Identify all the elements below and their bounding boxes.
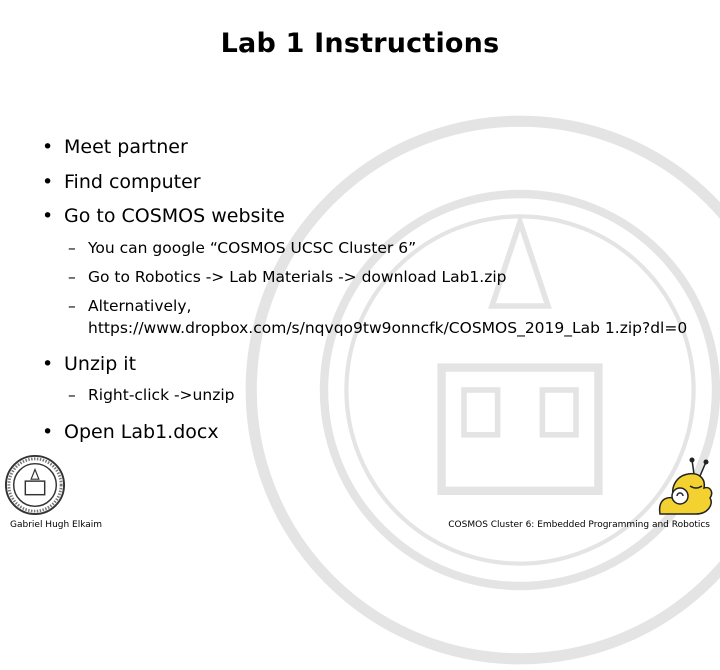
sub-bullet-list: [42, 384, 692, 407]
bullet-marker: •: [42, 421, 54, 443]
sub-bullet-text: Go to Robotics -> Lab Materials -> download Lab1.zip: [88, 267, 507, 286]
sub-bullet-marker: –: [68, 386, 76, 404]
bullet-marker: •: [42, 136, 54, 158]
bullet-text: Open Lab1.docx: [64, 421, 219, 443]
bullet-marker: •: [42, 352, 54, 375]
sub-bullet-item: [42, 266, 692, 289]
sub-bullet-text: Right-click ->unzip: [88, 386, 235, 404]
bullet-list: [42, 130, 692, 450]
bullet-text: Go to COSMOS website: [64, 205, 285, 227]
bullet-item: [42, 130, 692, 165]
sub-bullet-marker: –: [68, 267, 76, 286]
sub-bullet-marker: –: [68, 238, 76, 257]
bullet-text: Unzip it: [64, 352, 137, 375]
sub-bullet-item: [42, 295, 692, 339]
bullet-item: [42, 199, 692, 234]
sub-bullet-item: [42, 384, 692, 407]
bullet-text: Find computer: [64, 170, 201, 193]
bullet-item: [42, 347, 692, 382]
bullet-item: [42, 165, 692, 200]
sub-bullet-marker: –: [68, 296, 76, 315]
sub-bullet-text: Alternatively, https://www.dropbox.com/s/nqvqo9tw9onncfk/COSMOS_2019_Lab 1.zip?dl=0: [88, 296, 688, 337]
bullet-marker: •: [42, 205, 54, 227]
sub-bullet-text: You can google “COSMOS UCSC Cluster 6”: [88, 238, 417, 257]
bullet-marker: •: [42, 170, 54, 193]
sub-bullet-item: [42, 237, 692, 260]
footer-author: Gabriel Hugh Elkaim: [10, 520, 103, 530]
bullet-item: [42, 415, 692, 450]
slide-title: Lab 1 Instructions: [220, 28, 500, 59]
footer-course: COSMOS Cluster 6: Embedded Programming and Robotics: [448, 520, 710, 530]
banana-slug-mascot-icon: [650, 452, 720, 522]
university-seal-logo: [4, 454, 66, 516]
sub-bullet-list: [42, 237, 692, 339]
bullet-text: Meet partner: [64, 136, 188, 158]
